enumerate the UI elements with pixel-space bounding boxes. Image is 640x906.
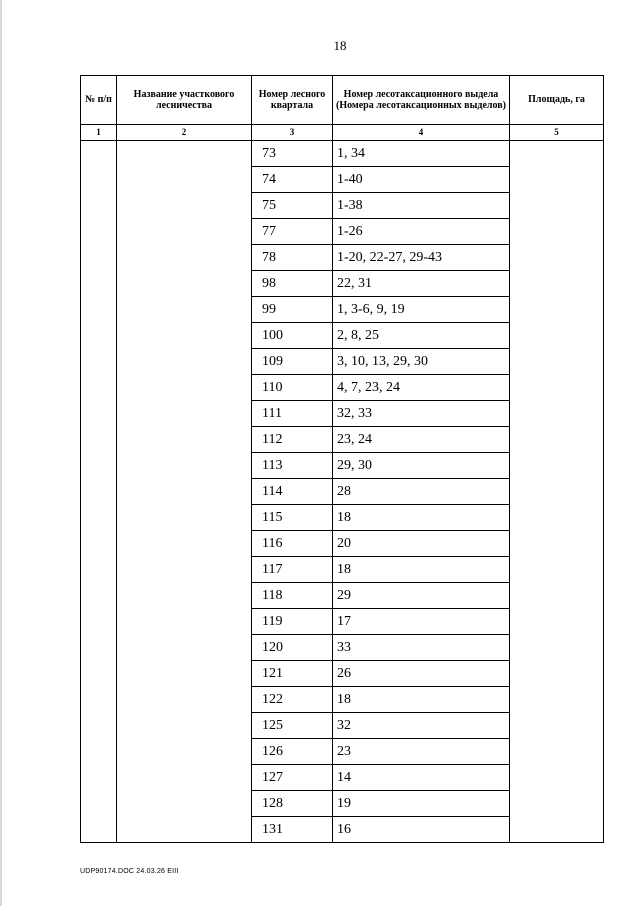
- column-number: 3: [252, 125, 333, 141]
- cell-vydel: 1-20, 22-27, 29-43: [333, 245, 510, 271]
- header-quarter: Номер лесного квартала: [252, 76, 333, 125]
- forest-quarters-table: [80, 75, 604, 843]
- cell-quarter: 98: [252, 271, 333, 297]
- cell-area: [510, 141, 604, 843]
- cell-vydel: 28: [333, 479, 510, 505]
- cell-vydel: 1-40: [333, 167, 510, 193]
- cell-vydel: 1, 3-6, 9, 19: [333, 297, 510, 323]
- cell-quarter: 116: [252, 531, 333, 557]
- cell-vydel: 18: [333, 557, 510, 583]
- cell-quarter: 78: [252, 245, 333, 271]
- cell-vydel: 1-26: [333, 219, 510, 245]
- table-row: [81, 141, 604, 167]
- cell-quarter: 120: [252, 635, 333, 661]
- cell-quarter: 75: [252, 193, 333, 219]
- header-num: № п/п: [81, 76, 117, 125]
- column-number: 2: [117, 125, 252, 141]
- column-number: 4: [333, 125, 510, 141]
- cell-vydel: 33: [333, 635, 510, 661]
- cell-vydel: 4, 7, 23, 24: [333, 375, 510, 401]
- cell-quarter: 131: [252, 817, 333, 843]
- binding-edge: [0, 0, 2, 906]
- header-area: Площадь, га: [510, 76, 604, 125]
- cell-vydel: 16: [333, 817, 510, 843]
- cell-vydel: 1, 34: [333, 141, 510, 167]
- cell-quarter: 126: [252, 739, 333, 765]
- cell-quarter: 111: [252, 401, 333, 427]
- cell-vydel: 14: [333, 765, 510, 791]
- cell-num: [81, 141, 117, 843]
- cell-vydel: 29: [333, 583, 510, 609]
- cell-vydel: 19: [333, 791, 510, 817]
- cell-quarter: 74: [252, 167, 333, 193]
- cell-quarter: 112: [252, 427, 333, 453]
- document-footer: UDP90174.DOC 24.03.26 EIII: [80, 868, 179, 875]
- cell-vydel: 20: [333, 531, 510, 557]
- cell-quarter: 119: [252, 609, 333, 635]
- cell-quarter: 115: [252, 505, 333, 531]
- cell-vydel: 3, 10, 13, 29, 30: [333, 349, 510, 375]
- cell-vydel: 29, 30: [333, 453, 510, 479]
- cell-quarter: 117: [252, 557, 333, 583]
- page-number: 18: [333, 38, 347, 53]
- cell-quarter: 73: [252, 141, 333, 167]
- cell-vydel: 23, 24: [333, 427, 510, 453]
- header-vydel: Номер лесотаксационного выдела (Номера лесотаксационных выделов): [333, 76, 510, 125]
- cell-vydel: 22, 31: [333, 271, 510, 297]
- table-body: [81, 141, 604, 843]
- cell-quarter: 114: [252, 479, 333, 505]
- cell-quarter: 110: [252, 375, 333, 401]
- cell-quarter: 113: [252, 453, 333, 479]
- cell-district: [117, 141, 252, 843]
- cell-vydel: 18: [333, 687, 510, 713]
- cell-vydel: 32, 33: [333, 401, 510, 427]
- cell-vydel: 32: [333, 713, 510, 739]
- column-number: 5: [510, 125, 604, 141]
- cell-quarter: 118: [252, 583, 333, 609]
- cell-quarter: 100: [252, 323, 333, 349]
- cell-quarter: 127: [252, 765, 333, 791]
- cell-vydel: 1-38: [333, 193, 510, 219]
- column-number: 1: [81, 125, 117, 141]
- header-row: [81, 76, 604, 125]
- cell-quarter: 122: [252, 687, 333, 713]
- cell-vydel: 23: [333, 739, 510, 765]
- cell-vydel: 26: [333, 661, 510, 687]
- cell-quarter: 121: [252, 661, 333, 687]
- column-number-row: [81, 125, 604, 141]
- cell-vydel: 18: [333, 505, 510, 531]
- cell-quarter: 125: [252, 713, 333, 739]
- header-district: Название участкового лесничества: [117, 76, 252, 125]
- cell-vydel: 17: [333, 609, 510, 635]
- cell-quarter: 109: [252, 349, 333, 375]
- cell-quarter: 128: [252, 791, 333, 817]
- cell-quarter: 77: [252, 219, 333, 245]
- cell-vydel: 2, 8, 25: [333, 323, 510, 349]
- cell-quarter: 99: [252, 297, 333, 323]
